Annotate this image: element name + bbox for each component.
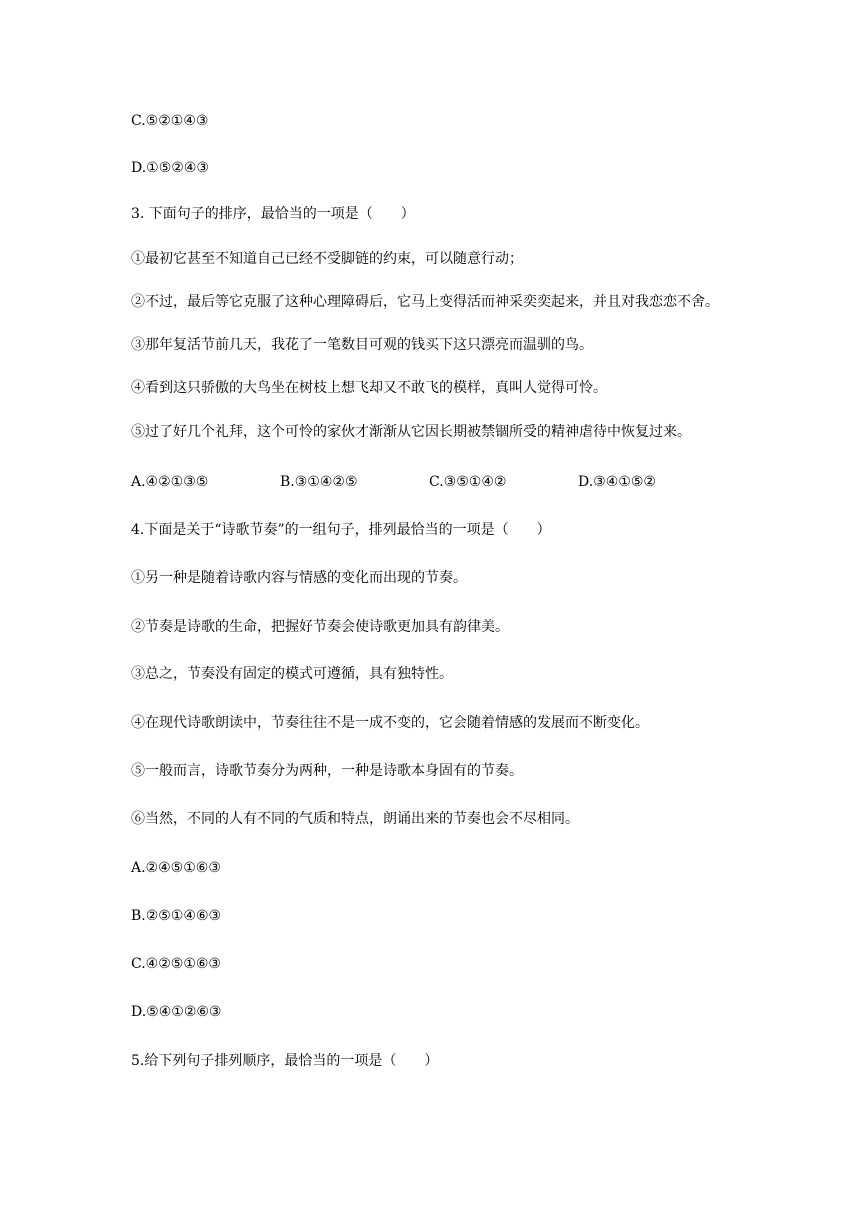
- q5-stem: 5.给下列句子排列顺序，最恰当的一项是（ ）: [131, 1053, 439, 1069]
- q4-option-c: C.④②⑤①⑥③: [131, 956, 221, 972]
- q4-sentence-1: ①另一种是随着诗歌内容与情感的变化而出现的节奏。: [131, 570, 467, 586]
- q3-sentence-3: ③那年复活节前几天，我花了一笔数目可观的钱买下这只漂亮而温驯的鸟。: [131, 337, 593, 353]
- q4-option-b: B.②⑤①④⑥③: [131, 908, 222, 924]
- q4-stem: 4.下面是关于“诗歌节奏”的一组句子，排列最恰当的一项是（ ）: [131, 522, 551, 538]
- q3-option-a: A.④②①③⑤: [131, 474, 209, 490]
- q3-sentence-1: ①最初它甚至不知道自己已经不受脚链的约束，可以随意行动；: [131, 251, 523, 267]
- q4-sentence-6: ⑥当然，不同的人有不同的气质和特点，朗诵出来的节奏也会不尽相同。: [131, 811, 579, 827]
- q3-sentence-5: ⑤过了好几个礼拜，这个可怜的家伙才渐渐从它因长期被禁锢所受的精神虐待中恢复过来。: [131, 424, 691, 440]
- q3-stem: 3. 下面句子的排序，最恰当的一项是（ ）: [131, 206, 415, 222]
- q4-option-d: D.⑤④①②⑥③: [131, 1004, 222, 1020]
- q4-sentence-3: ③总之，节奏没有固定的模式可遵循，具有独特性。: [131, 666, 453, 682]
- q2-option-c: C.⑤②①④③: [131, 113, 209, 129]
- q3-option-b: B.③①④②⑤: [280, 474, 358, 490]
- q4-option-a: A.②④⑤①⑥③: [131, 860, 221, 876]
- q2-option-d: D.①⑤②④③: [131, 160, 209, 176]
- q3-sentence-2: ②不过，最后等它克服了这种心理障碍后，它马上变得活而神采奕奕起来，并且对我恋恋不舍。: [131, 294, 719, 310]
- q4-sentence-5: ⑤一般而言，诗歌节奏分为两种，一种是诗歌本身固有的节奏。: [131, 763, 523, 779]
- q4-sentence-2: ②节奏是诗歌的生命，把握好节奏会使诗歌更加具有韵律美。: [131, 619, 509, 635]
- q3-option-c: C.③⑤①④②: [429, 474, 507, 490]
- q4-sentence-4: ④在现代诗歌朗读中，节奏往往不是一成不变的，它会随着情感的发展而不断变化。: [131, 715, 649, 731]
- q3-sentence-4: ④看到这只骄傲的大鸟坐在树枝上想飞却又不敢飞的模样，真叫人觉得可怜。: [131, 380, 607, 396]
- q3-option-d: D.③④①⑤②: [578, 474, 656, 490]
